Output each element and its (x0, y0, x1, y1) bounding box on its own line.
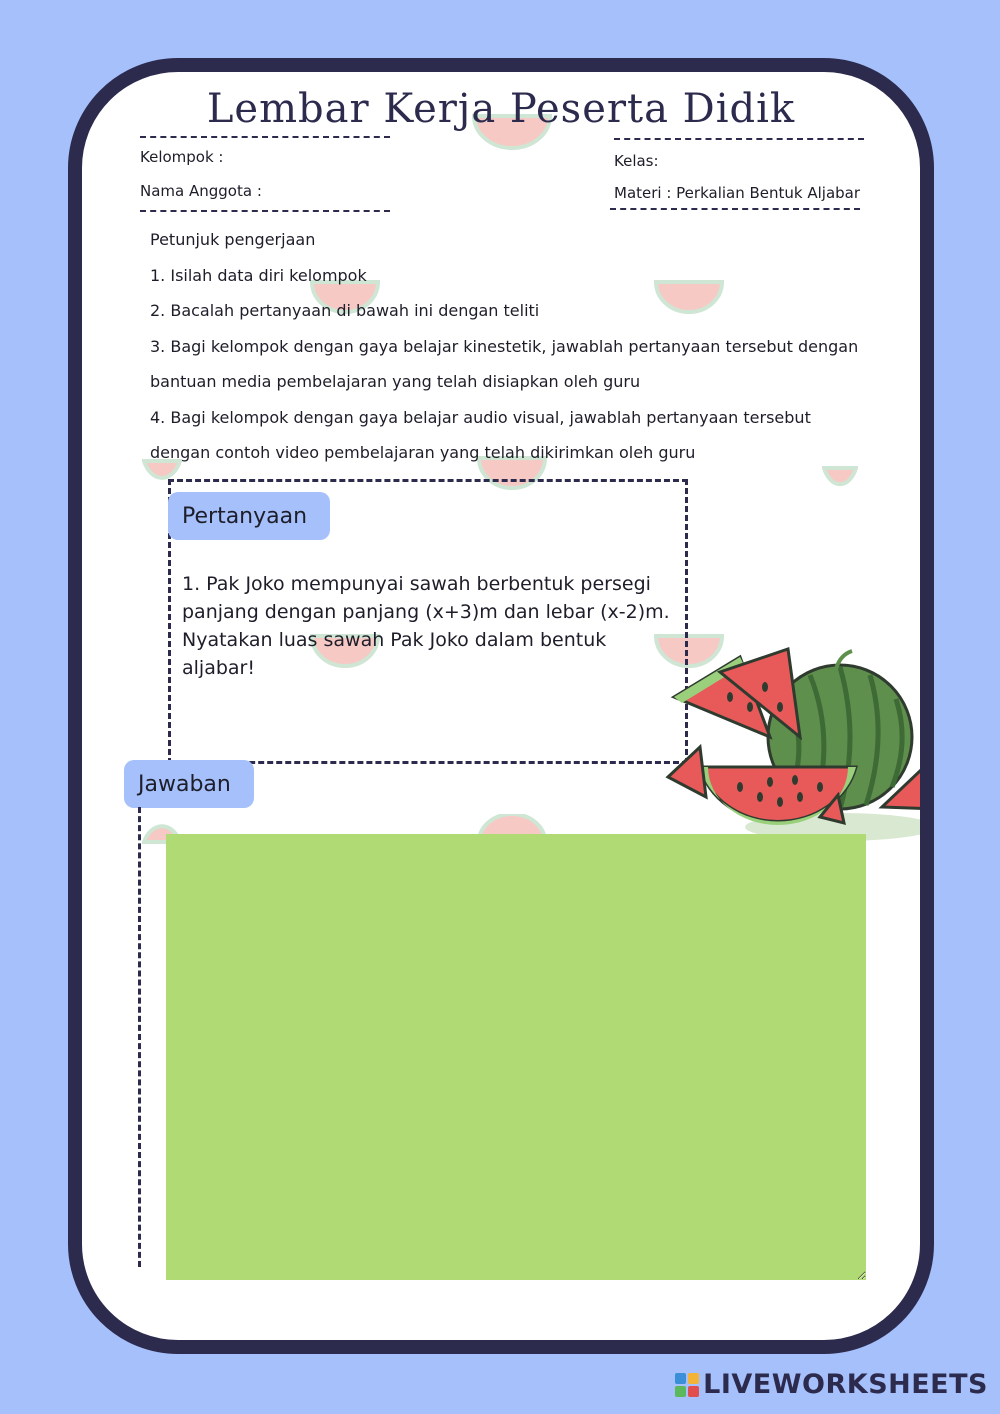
instructions-heading: Petunjuk pengerjaan (150, 230, 316, 249)
divider (614, 138, 864, 140)
answer-badge: Jawaban (124, 760, 254, 808)
brand-logo (675, 1369, 988, 1400)
nama-anggota-label: Nama Anggota : (140, 182, 262, 200)
instructions (150, 222, 890, 471)
instruction-item: 1. Isilah data diri kelompok (150, 265, 367, 285)
materi-label: Materi : Perkalian Bentuk Aljabar (614, 184, 861, 202)
instruction-item: 4. Bagi kelompok dengan gaya belajar audio visual, jawablah pertanyaan tersebut (150, 407, 811, 427)
question-badge: Pertanyaan (168, 492, 330, 540)
answer-field[interactable] (166, 834, 866, 1280)
brand-name: LIVEWORKSHEETS (703, 1369, 988, 1400)
kelas-label: Kelas: (614, 152, 659, 170)
kelompok-label: Kelompok : (140, 148, 224, 166)
instruction-item: 2. Bacalah pertanyaan di bawah ini dengan teliti (150, 301, 540, 320)
divider (140, 210, 390, 212)
answer-border (138, 807, 141, 1267)
question-text: 1. Pak Joko mempunyai sawah berbentuk persegi panjang dengan panjang (x+3)m dan lebar (x-2)m. Nyatakan luas sawah Pak Joko dalam bentuk aljabar! (182, 573, 670, 679)
instruction-item: 3. Bagi kelompok dengan gaya belajar kinestetik, jawablah pertanyaan tersebut dengan (150, 336, 859, 356)
divider (140, 136, 390, 138)
instruction-item: dengan contoh video pembelajaran yang telah dikirimkan oleh guru (150, 443, 696, 462)
worksheet-sheet (68, 58, 934, 1354)
watermelon-illustration (660, 647, 934, 847)
liveworksheets-logo-icon (675, 1373, 699, 1397)
divider (610, 208, 860, 210)
instruction-item: bantuan media pembelajaran yang telah disiapkan oleh guru (150, 372, 641, 391)
page-title: Lembar Kerja Peserta Didik (206, 86, 796, 132)
